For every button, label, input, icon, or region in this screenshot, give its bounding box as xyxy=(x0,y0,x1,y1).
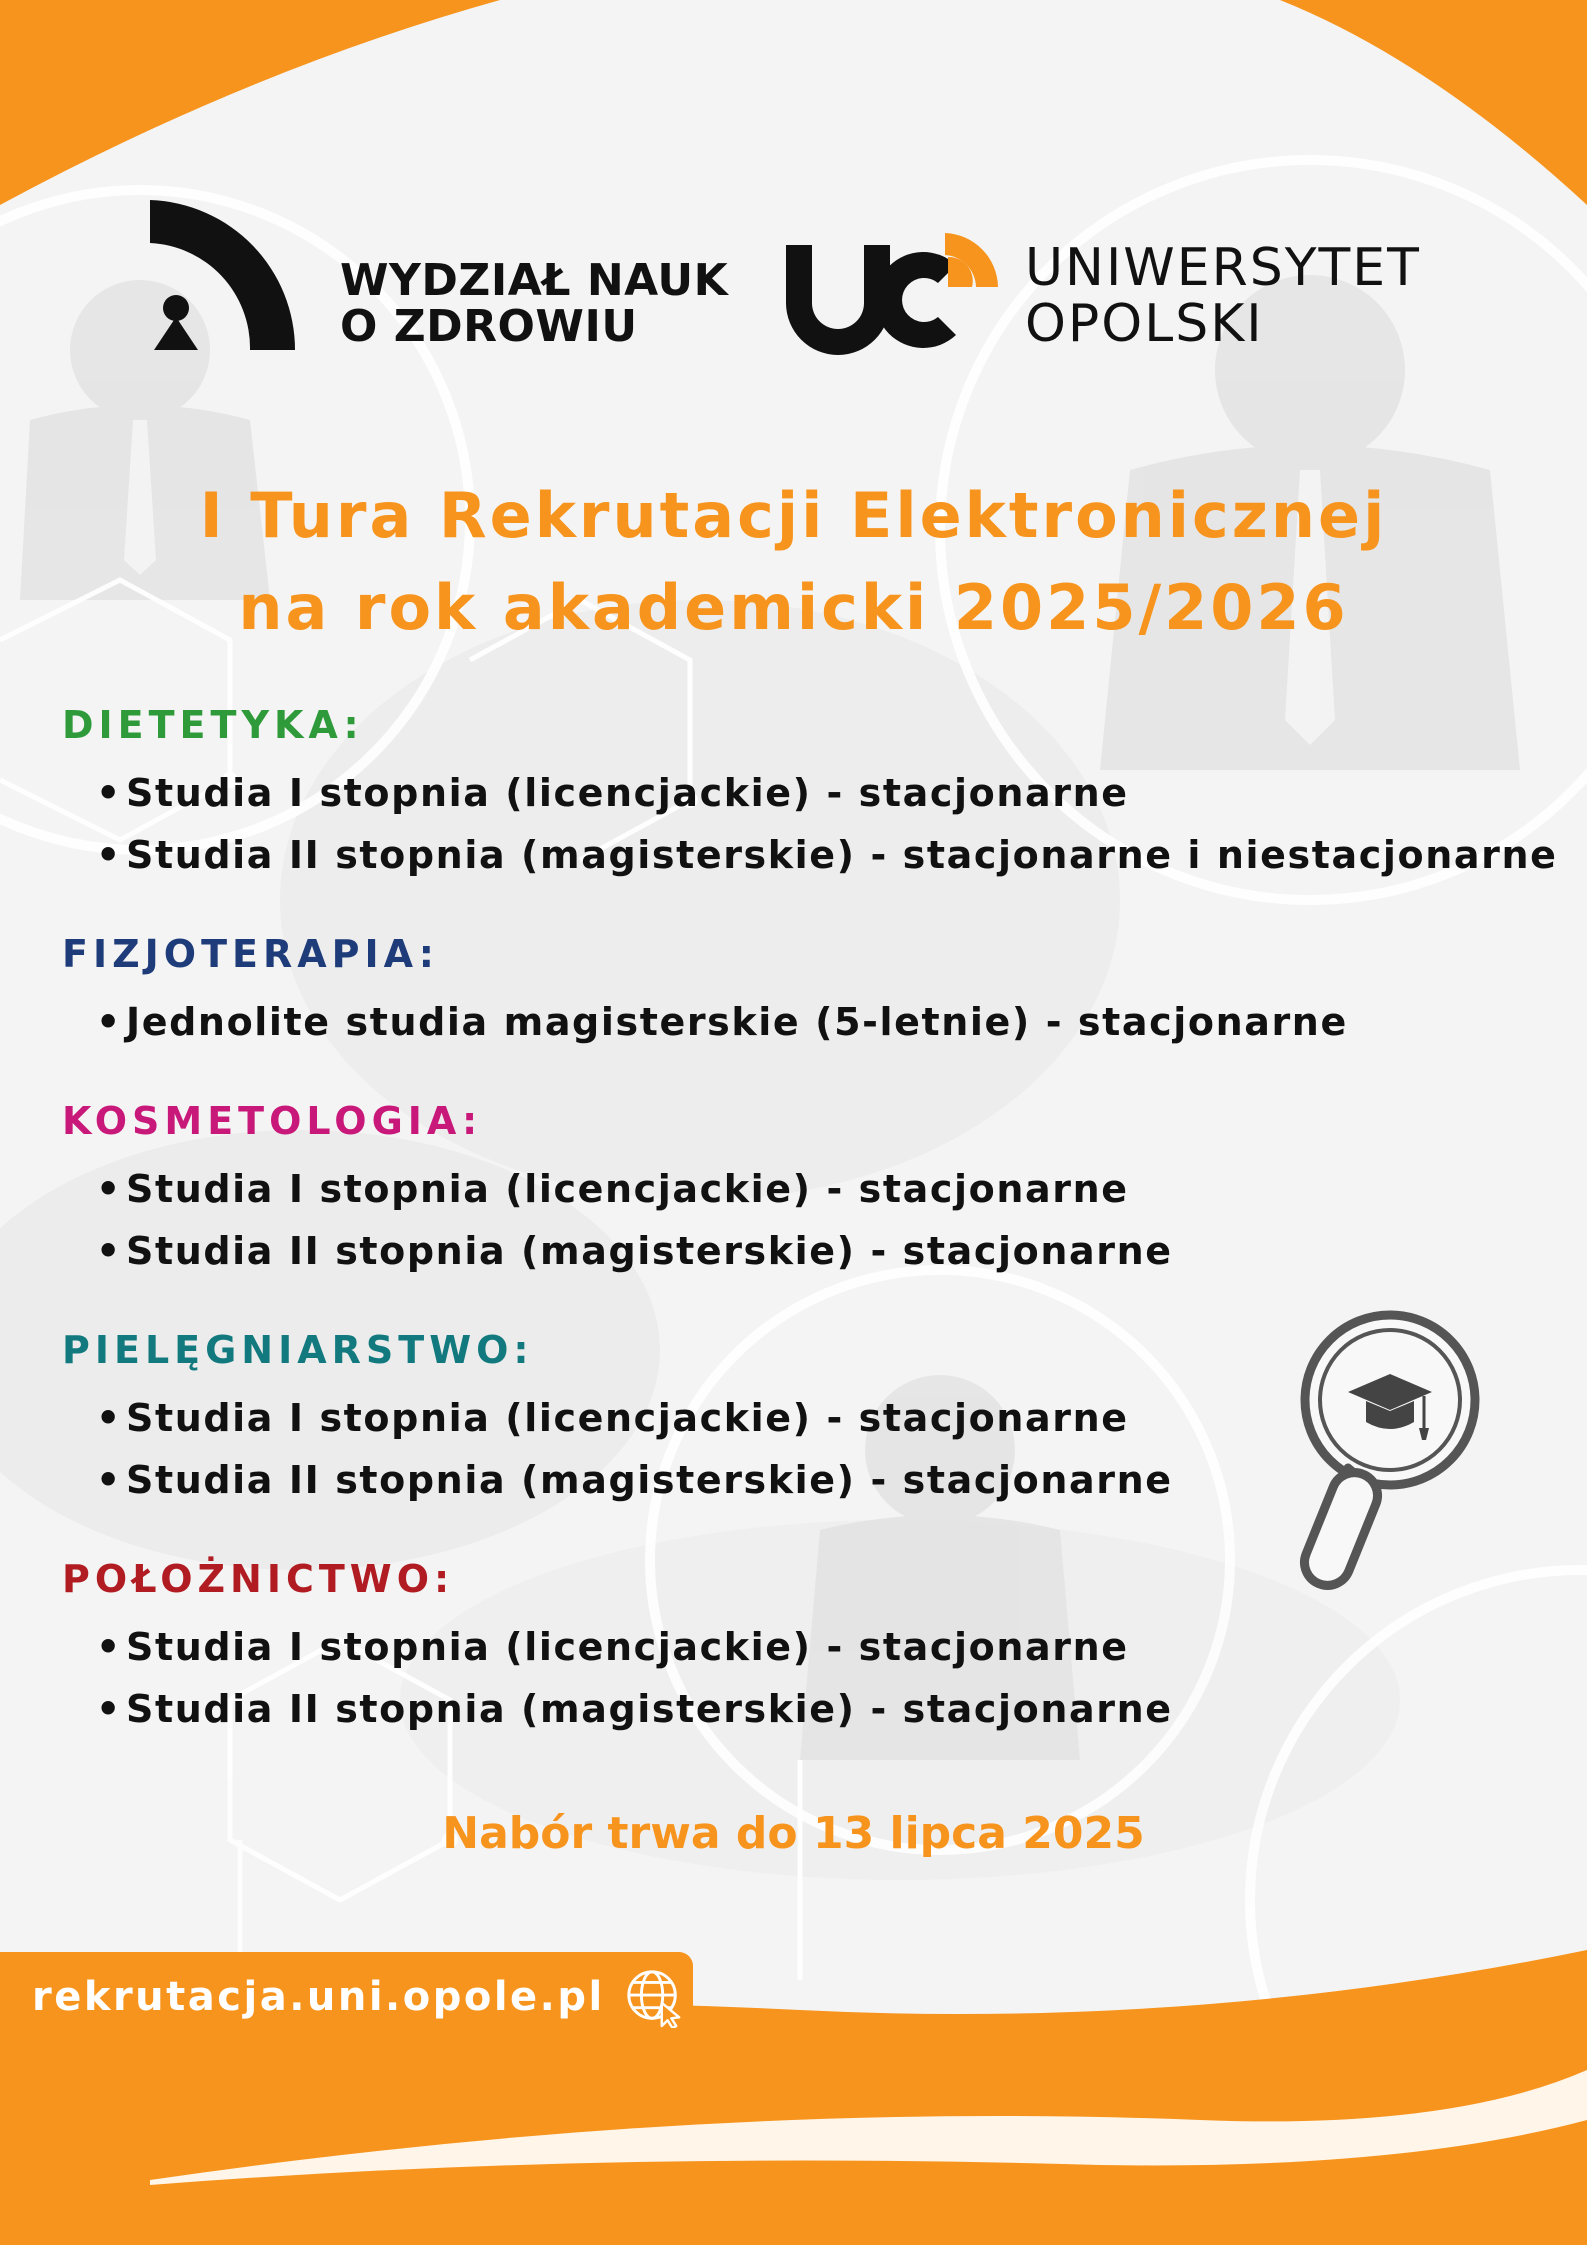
program-item xyxy=(62,991,1562,1053)
page-title xyxy=(0,470,1587,654)
program-item-text: Studia II stopnia (magisterskie) - stacjonarne xyxy=(126,1458,1173,1502)
university-name-line1: UNIWERSYTET xyxy=(1025,238,1421,298)
program-section-fizjoterapia xyxy=(62,929,1562,1053)
program-item-text: Studia I stopnia (licencjackie) - stacjonarne xyxy=(126,771,1129,815)
faculty-name xyxy=(340,255,729,352)
program-item-text: Studia II stopnia (magisterskie) - stacjonarne i niestacjonarne xyxy=(126,833,1558,877)
programs-list xyxy=(62,700,1562,1783)
program-heading: DIETETYKA: xyxy=(62,703,364,747)
program-item-text: Studia I stopnia (licencjackie) - stacjonarne xyxy=(126,1167,1129,1211)
program-section-kosmetologia xyxy=(62,1096,1562,1282)
university-name-line2: OPOLSKI xyxy=(1025,294,1264,354)
program-heading: POŁOŻNICTWO: xyxy=(62,1557,455,1601)
magnifier-graduation-cap-icon xyxy=(1290,1300,1490,1600)
title-line1: I Tura Rekrutacji Elektronicznej xyxy=(199,479,1388,552)
deadline-text: Nabór trwa do 13 lipca 2025 xyxy=(442,1808,1145,1859)
program-item xyxy=(62,1616,1562,1678)
program-item-text: Studia I stopnia (licencjackie) - stacjonarne xyxy=(126,1396,1129,1440)
faculty-name-line2: O ZDROWIU xyxy=(340,301,638,352)
program-item xyxy=(62,762,1562,824)
program-item xyxy=(62,1678,1562,1740)
university-name xyxy=(1025,240,1421,352)
recruitment-url[interactable]: rekrutacja.uni.opole.pl xyxy=(32,1974,605,2020)
faculty-arc-person-icon xyxy=(140,195,300,355)
program-item-text: Studia I stopnia (licencjackie) - stacjonarne xyxy=(126,1625,1129,1669)
program-item-text: Studia II stopnia (magisterskie) - stacjonarne xyxy=(126,1229,1173,1273)
program-item xyxy=(62,1220,1562,1282)
program-item xyxy=(62,1158,1562,1220)
program-heading: KOSMETOLOGIA: xyxy=(62,1099,483,1143)
recruitment-link-button[interactable] xyxy=(0,1952,693,2042)
program-item-text: Studia II stopnia (magisterskie) - stacjonarne xyxy=(126,1687,1173,1731)
program-heading: FIZJOTERAPIA: xyxy=(62,932,439,976)
uo-monogram-icon xyxy=(780,225,1000,355)
program-item-text: Jednolite studia magisterskie (5-letnie) - stacjonarne xyxy=(126,1000,1348,1044)
title-line2: na rok akademicki 2025/2026 xyxy=(238,571,1349,644)
program-heading: PIELĘGNIARSTWO: xyxy=(62,1328,534,1372)
program-section-dietetyka xyxy=(62,700,1562,886)
program-item xyxy=(62,824,1562,886)
globe-cursor-icon xyxy=(623,1966,685,2028)
faculty-name-line1: WYDZIAŁ NAUK xyxy=(340,255,729,306)
